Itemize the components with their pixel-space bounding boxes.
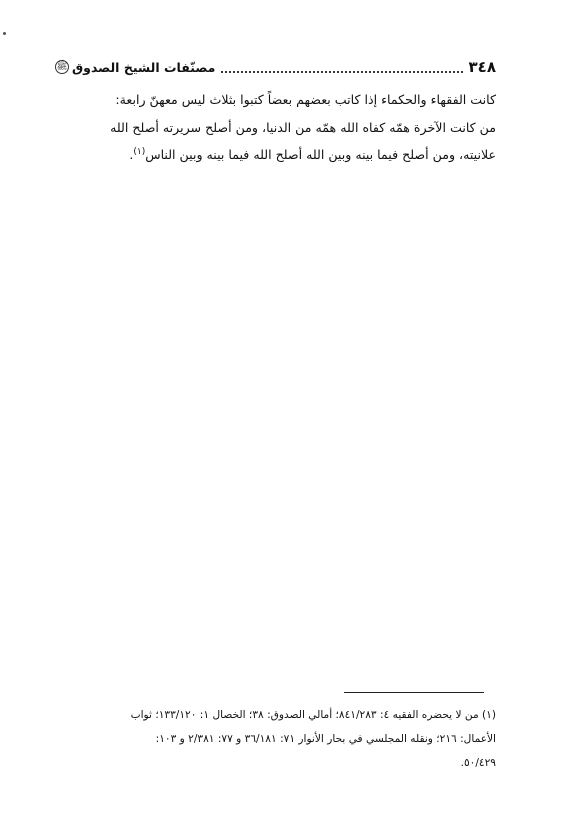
body-line-1: كانت الفقهاء والحكماء إذا كاتب بعضهم بعضاً كتبوا بثلاث ليس معهنّ رابعة: bbox=[115, 92, 496, 107]
body-line-3 bbox=[55, 141, 496, 169]
footnotes bbox=[55, 703, 496, 775]
final-punctuation: . bbox=[129, 147, 134, 162]
footnote-line-3: ٥٠/٤٢٩. bbox=[460, 757, 496, 769]
running-header bbox=[55, 56, 496, 78]
footnote-line-1: (١) من لا يحضره الفقيه ٤: ٨٤١/٢٨٣؛ أمالي الصدوق: ٣٨؛ الخصال ١: ١٣٣/١٢٠؛ ثواب bbox=[130, 709, 496, 721]
header-leader-dots bbox=[221, 67, 462, 73]
footnote-reference[interactable]: (١) bbox=[133, 146, 146, 157]
body-line-3-text: علانيته، ومن أصلح فيما بينه وبين الله أصلح الله فيما بينه وبين الناس bbox=[145, 147, 496, 162]
honorific-icon: ﷺ bbox=[55, 60, 69, 74]
book-title bbox=[55, 60, 215, 75]
footnote-separator bbox=[344, 692, 484, 693]
margin-mark bbox=[3, 32, 6, 35]
page-number: ٣٤٨ bbox=[468, 58, 496, 76]
footnote-line-2: الأعمال: ٢١٦؛ ونقله المجلسي في بحار الأنوار ٧١: ٣٦/١٨١ و ٧٧: ٢/٣٨١ و ١٠٣: bbox=[155, 733, 496, 745]
body-line-2: من كانت الآخرة همّه كفاه الله همّه من الدنيا، ومن أصلح سريرته أصلح الله bbox=[110, 119, 496, 135]
main-paragraph bbox=[55, 86, 496, 169]
book-title-text: مصنّفات الشيخ الصدوق bbox=[72, 59, 216, 75]
